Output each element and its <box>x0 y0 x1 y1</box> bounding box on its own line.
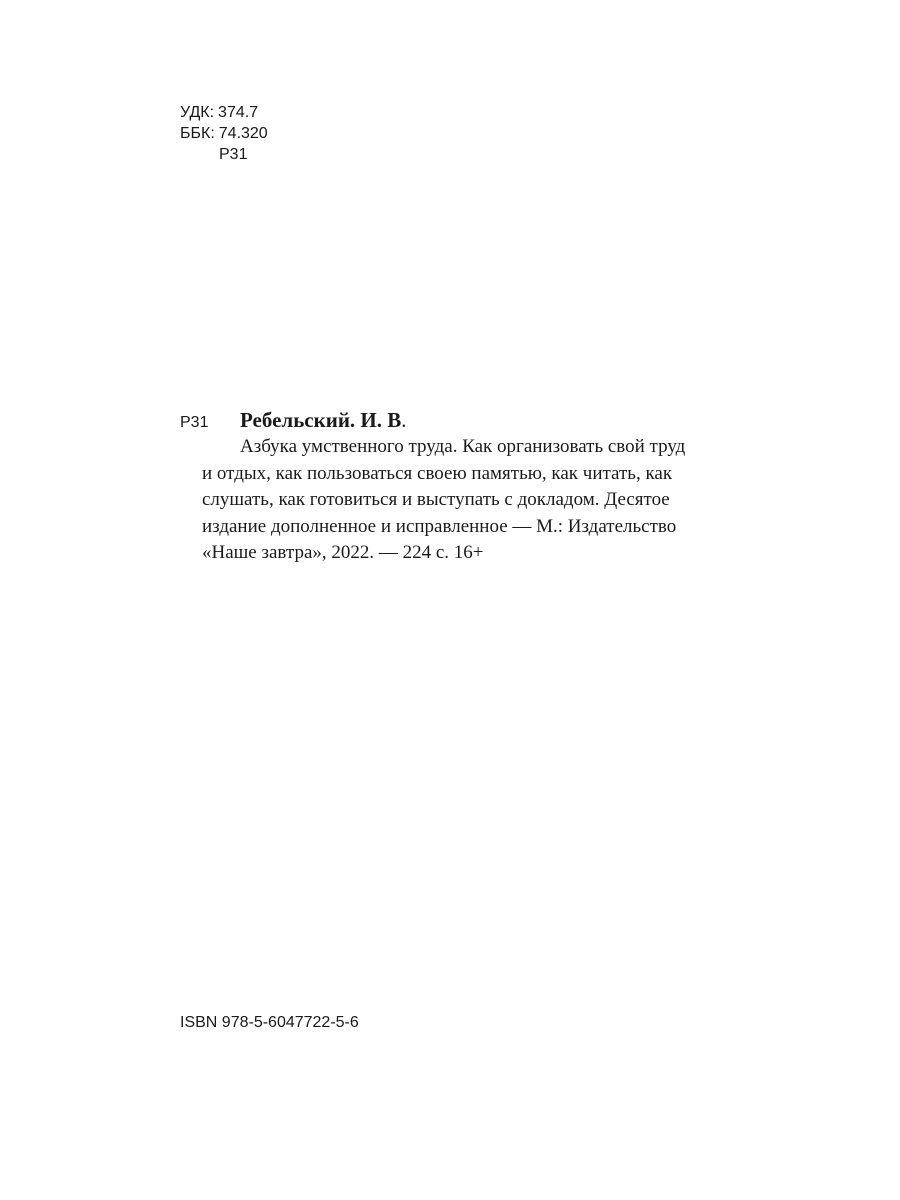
record-line: Азбука умственного труда. Как организовать свой труд <box>240 436 686 457</box>
bbk-label: ББК: <box>180 125 215 142</box>
udk-line <box>180 102 268 123</box>
bbk-value: 74.320 <box>218 125 268 142</box>
bbk-line <box>180 123 268 144</box>
record-line: и отдых, как пользоваться своею памятью, как читать, как <box>202 462 673 484</box>
udk-label: УДК: <box>180 104 215 121</box>
record-author-period: . <box>401 408 407 432</box>
record-author <box>240 407 407 434</box>
isbn: ISBN 978-5-6047722-5-6 <box>180 1014 359 1031</box>
author-sign: Р31 <box>219 146 248 163</box>
record-author-sign: Р31 <box>180 414 209 431</box>
record-line: «Наше завтра», 2022. — 224 с. 16+ <box>202 542 484 563</box>
record-line: издание дополненное и исправленное — М.: Издательство <box>202 515 677 537</box>
classification-block <box>180 102 268 165</box>
record-description <box>202 434 772 567</box>
record-line: слушать, как готовиться и выступать с докладом. Десятое <box>202 489 670 510</box>
record-author-name: Ребельский. И. В <box>240 408 402 432</box>
udk-value: 374.7 <box>218 104 259 121</box>
